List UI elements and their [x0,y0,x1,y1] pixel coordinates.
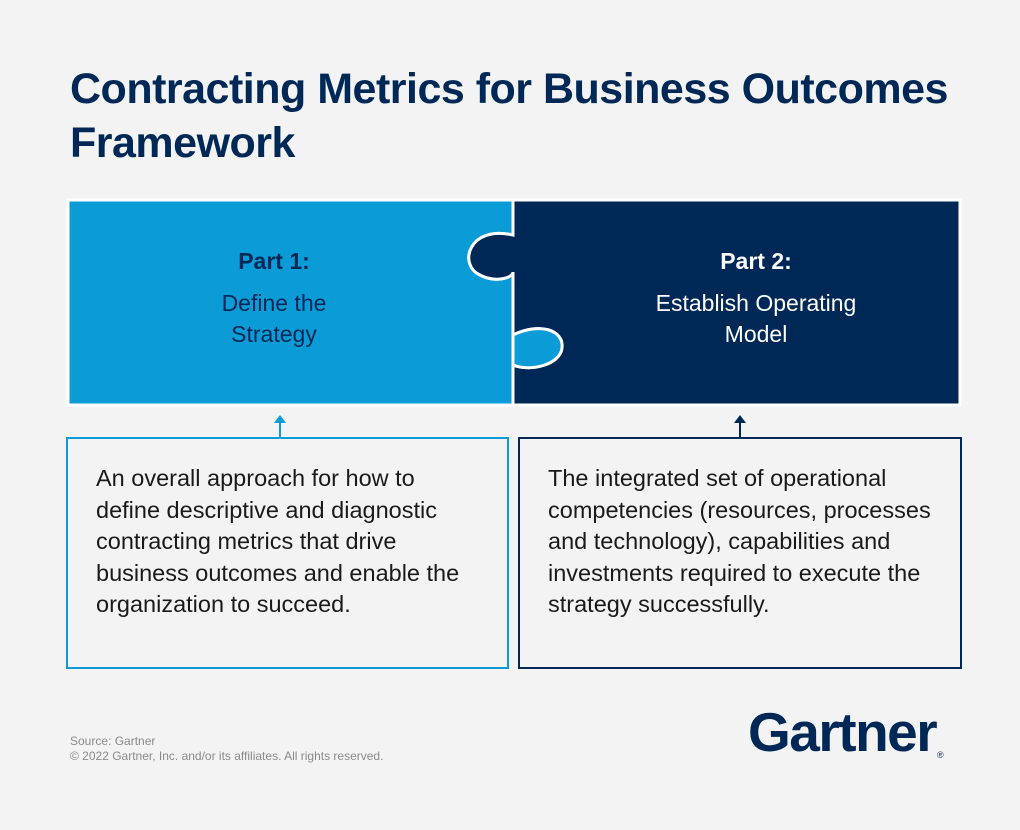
gartner-logo: Gartner [748,701,937,763]
part2-label: Part 2: [720,248,792,274]
page-title: Contracting Metrics for Business Outcomes Framework [70,65,948,167]
part2-description-text: The integrated set of operational competencies (resources, processes and technology), capabilities and investments required to execute the strategy successfully. [548,465,931,617]
part2-description [518,437,962,669]
source-note [70,734,383,764]
arrow-up-icon [272,414,288,438]
part1-name-text: Define the Strategy [221,290,327,347]
copyright-text: © 2022 Gartner, Inc. and/or its affiliates. All rights reserved. [70,749,384,763]
part1-description [66,437,509,669]
registered-mark: ® [937,750,944,760]
part1-description-text: An overall approach for how to define descriptive and diagnostic contracting metrics that drive business outcomes and enable the organization to succeed. [96,465,460,617]
part1-name [68,288,480,350]
part2-name-text: Establish Operating Model [655,290,857,347]
part2-name [540,288,972,350]
part1-label: Part 1: [238,248,310,274]
arrow-up-icon [732,414,748,438]
source-text: Source: Gartner [70,734,156,748]
